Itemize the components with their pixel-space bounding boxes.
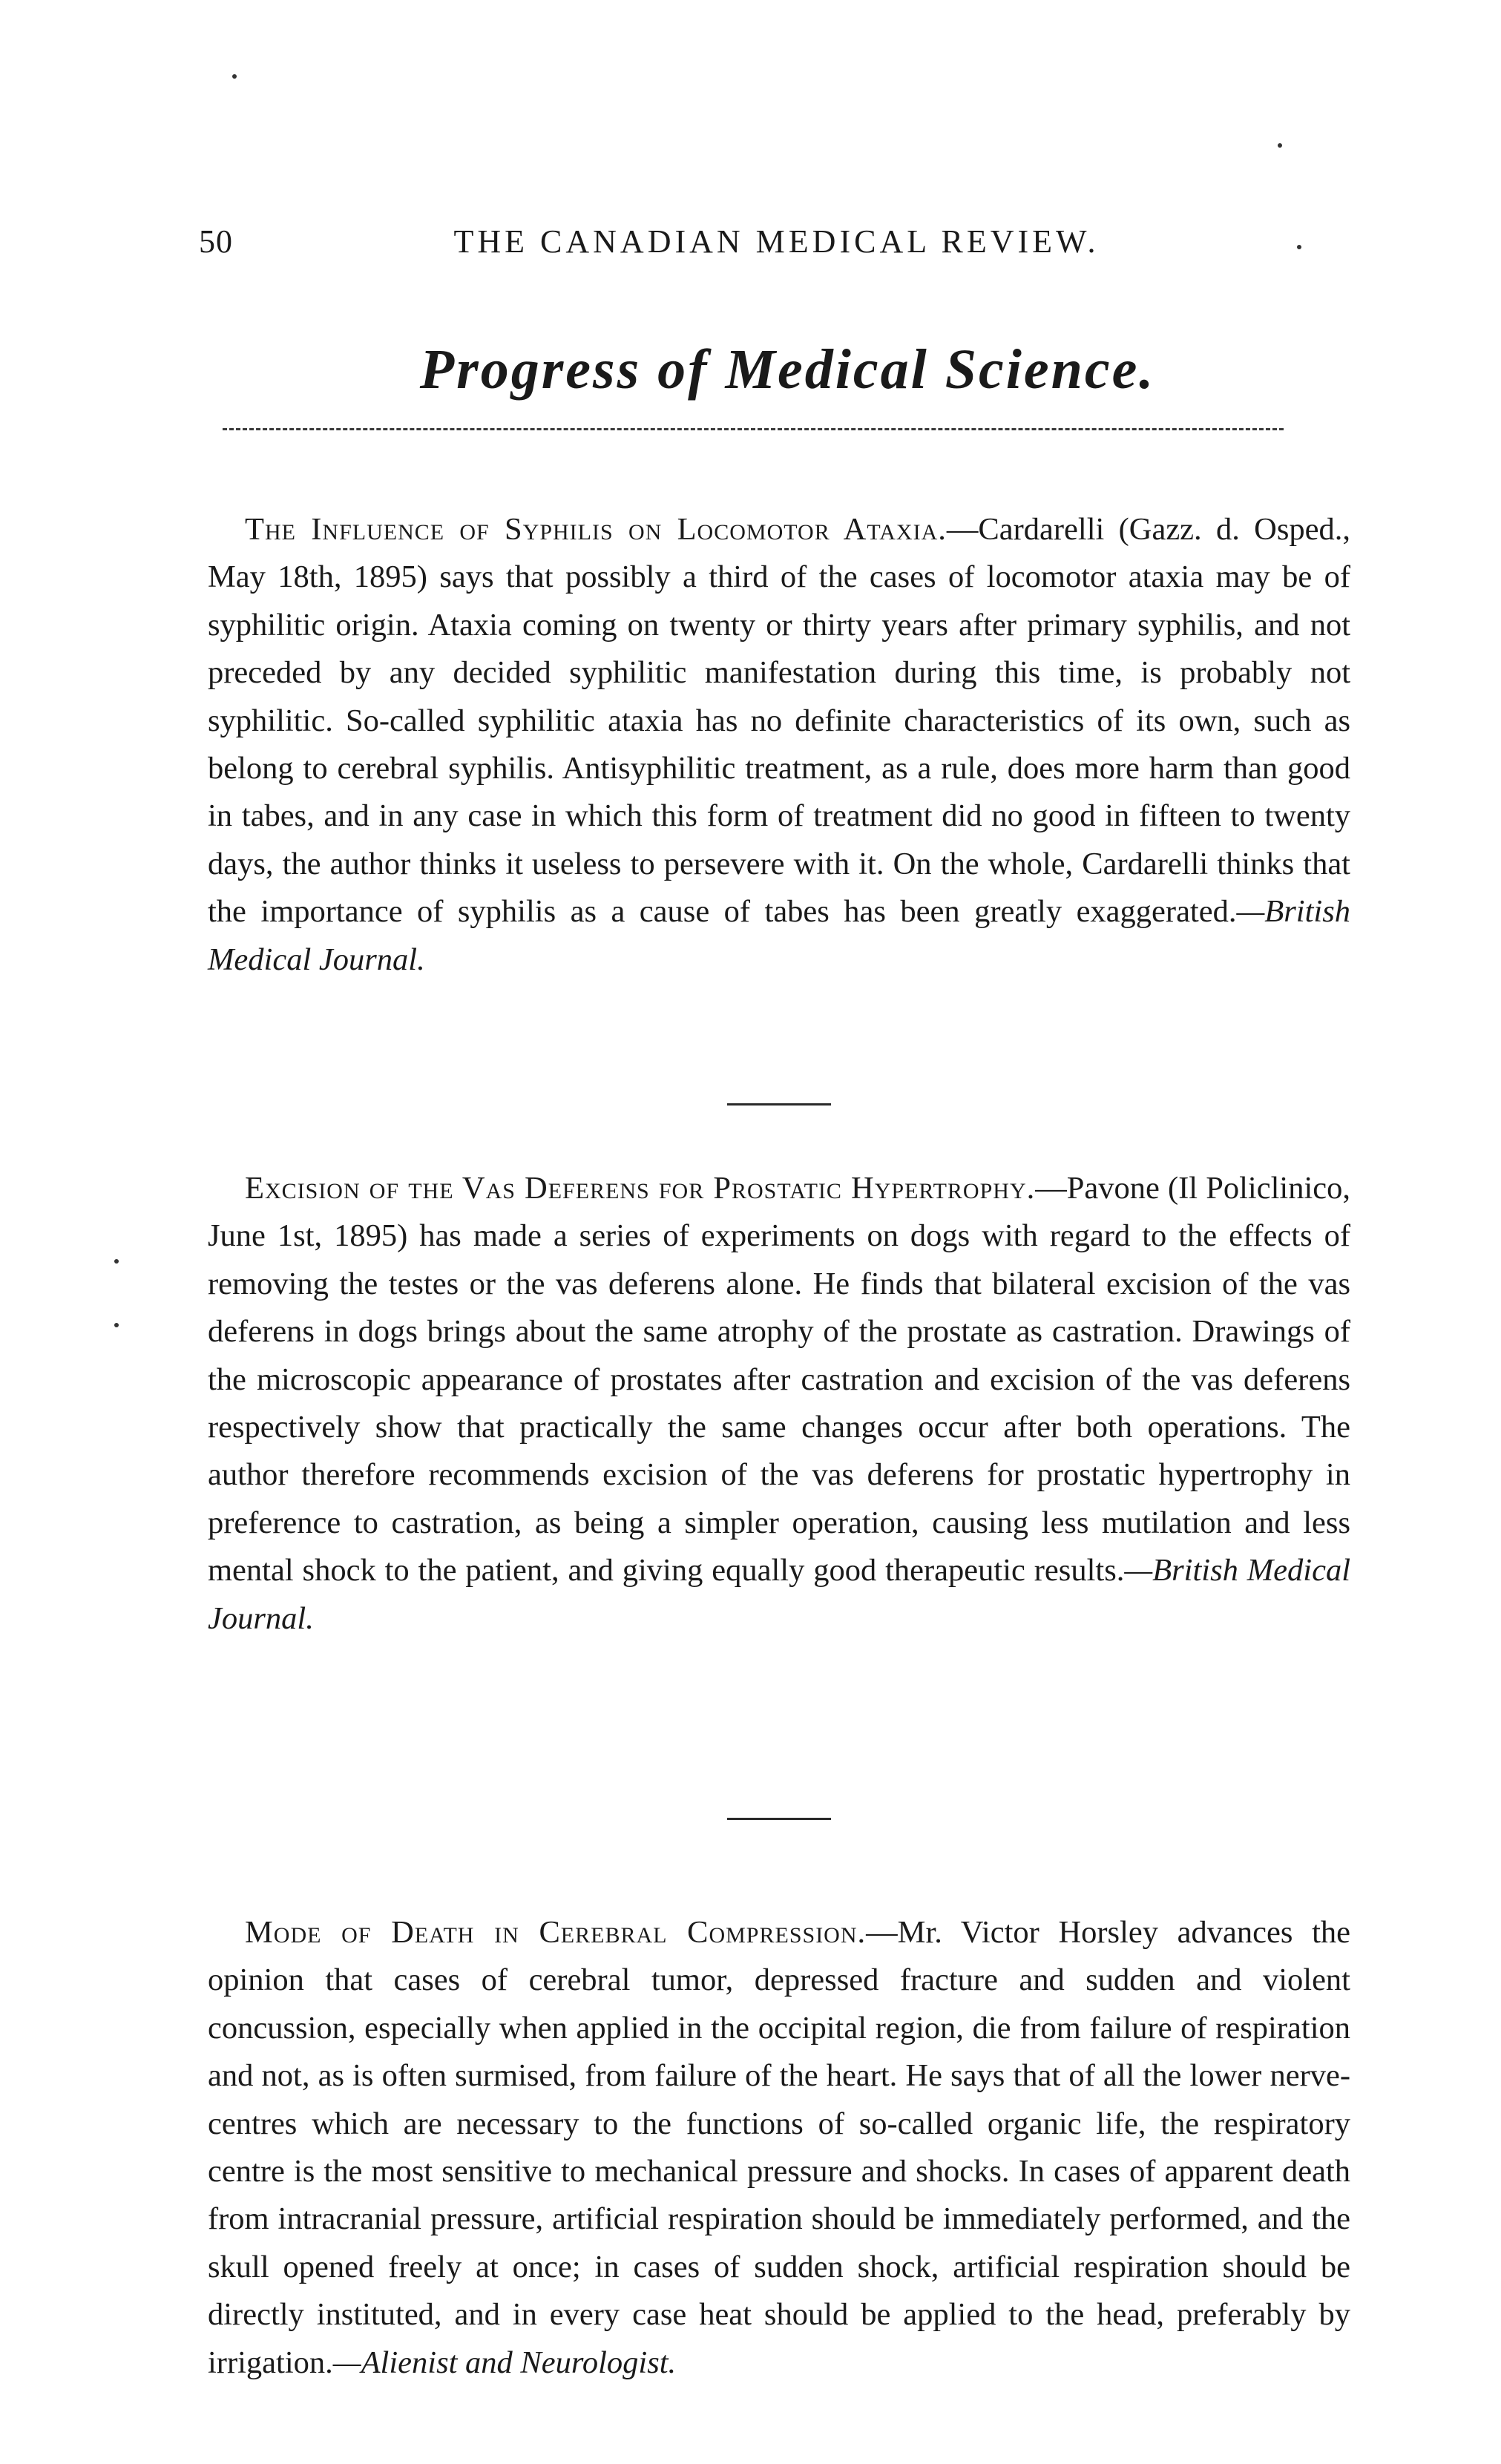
article-heading: Mode of Death in Cerebral Compression. (245, 1915, 867, 1950)
page-number: 50 (199, 223, 233, 260)
print-speck (114, 1323, 119, 1327)
print-speck (1278, 143, 1282, 148)
article-heading: The Influence of Syphilis on Locomotor Ataxia. (245, 512, 947, 547)
article-vas-deferens (208, 1165, 1350, 1792)
article-source: —British Medical Journal. (208, 1553, 1351, 1636)
article-cerebral-compression (208, 1909, 1350, 2387)
article-heading: Excision of the Vas Deferens for Prostatic Hypertrophy. (245, 1171, 1036, 1206)
print-speck (114, 1259, 119, 1264)
article-source: —Alienist and Neurologist. (332, 2345, 677, 2380)
print-speck (232, 74, 237, 79)
running-head: THE CANADIAN MEDICAL REVIEW. (453, 223, 1100, 260)
article-syphilis-ataxia (208, 506, 1350, 1103)
article-column (208, 467, 1350, 2387)
title-rule (223, 428, 1284, 430)
section-title: Progress of Medical Science. (419, 338, 1156, 401)
article-body: —Mr. Victor Horsley advances the opinion that cases of cerebral tumor, depressed fracture and sudden and violent concussion, especially when applied in the occipital region, die from failure of respiration and not, as is often surmised, from failure of the heart. He says that of all the lower nerve-centres which are necessary to the functions of so-called organic life, the respiratory centre is the most sensitive to mechanical pressure and shocks. In cases of apparent death from intracranial pressure, artificial respiration should be immediately performed, and the skull opened freely at once; in cases of sudden shock, artificial respiration should be directly instituted, and in every case heat should be applied to the head, preferably by irrigation. (208, 1915, 1350, 2380)
article-source: —British Medical Journal. (208, 894, 1350, 977)
article-body: —Pavone (Il Policlinico, June 1st, 1895) has made a series of experiments on dogs with regard to the effects of removing the testes or the vas deferens alone. He finds that bilateral excision of the vas deferens in dogs brings about the same atrophy of the prostate as castration. Drawings of the microscopic appearance of prostates after castration and excision of the vas deferens respectively show that practically the same changes occur after both operations. The author therefore recommends excision of the vas deferens for prostatic hypertrophy in preference to castration, as being a simpler operation, causing less mutilation and less mental shock to the patient, and giving equally good therapeutic results. (208, 1171, 1350, 1589)
article-body: —Cardarelli (Gazz. d. Osped., May 18th, 1895) says that possibly a third of the cases of locomotor ataxia may be of syphilitic origin. Ataxia coming on twenty or thirty years after primary syphilis, and not preceded by any decided syphilitic manifestation during this time, is probably not syphilitic. So-called syphilitic ataxia has no definite characteristics of its own, such as belong to cerebral syphilis. Antisyphilitic treatment, as a rule, does more harm than good in tabes, and in any case in which this form of treatment did no good in fifteen to twenty days, the author thinks it useless to persevere with it. On the whole, Cardarelli thinks that the importance of syphilis as a cause of tabes has been greatly exaggerated. (208, 512, 1350, 930)
